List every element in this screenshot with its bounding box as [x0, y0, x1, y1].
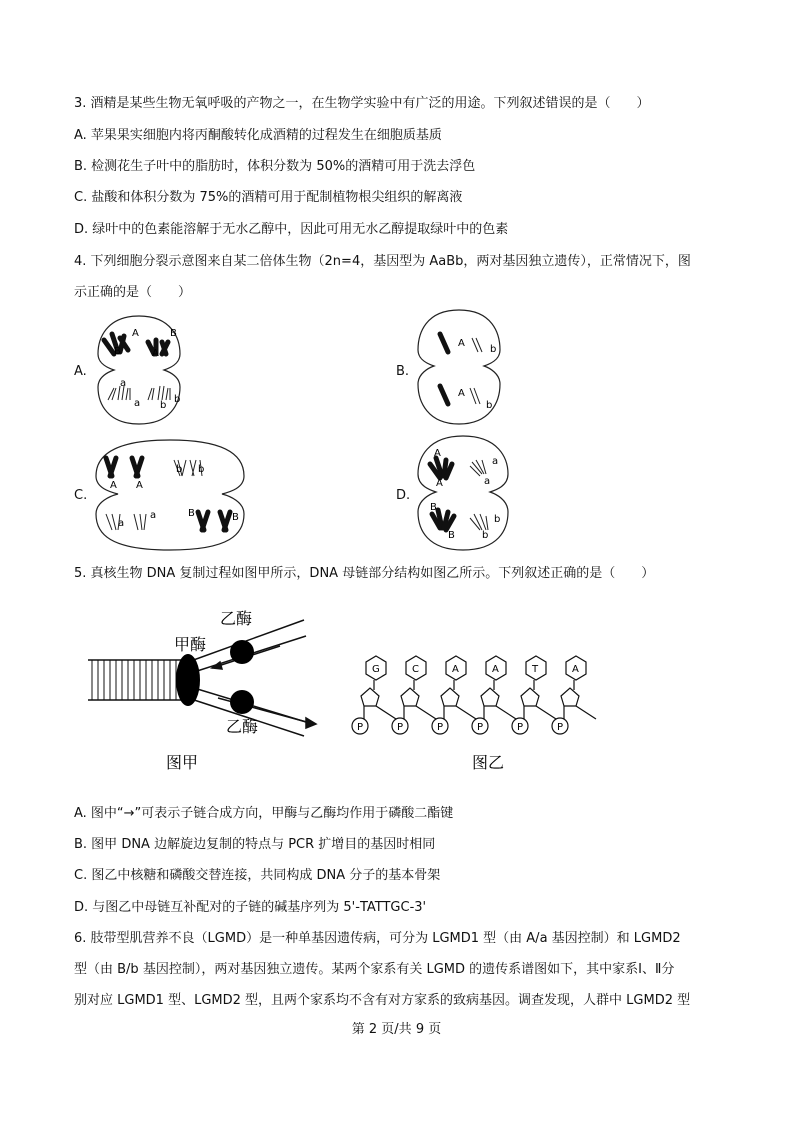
cell-diagram-d	[412, 434, 514, 552]
sugar-ring	[561, 688, 579, 706]
q4-stem-line2: 示正确的是（ ）	[74, 285, 192, 300]
sugar-ring	[481, 688, 499, 706]
svg-text:b: b	[482, 530, 489, 541]
q4-label-a: A.	[74, 364, 87, 379]
sugar-ring	[441, 688, 459, 706]
q5-option-c: C. 图乙中核糖和磷酸交替连接，共同构成 DNA 分子的基本骨架	[74, 868, 441, 883]
backbone-bond	[496, 706, 516, 719]
sugar-ring	[401, 688, 419, 706]
svg-text:B: B	[232, 512, 239, 523]
q6-line2: 型（由 B/b 基因控制），两对基因独立遗传。某两个家系有关 LGMD 的遗传系谱图如下，其中家系Ⅰ、Ⅱ分	[74, 962, 675, 977]
phosphate-label: P	[397, 722, 404, 733]
phosphate-label: P	[557, 722, 564, 733]
enzyme-yi-label-top: 乙酶	[220, 609, 253, 628]
enzyme-yi-top	[230, 640, 254, 664]
svg-text:a: a	[134, 398, 141, 409]
phosphate-label: P	[357, 722, 364, 733]
sugar-ring	[361, 688, 379, 706]
figure-yi-dna-strand	[342, 644, 602, 774]
q4-label-c: C.	[74, 488, 88, 503]
svg-text:B: B	[430, 502, 437, 513]
base-label: A	[572, 664, 579, 675]
svg-text:B: B	[170, 328, 177, 339]
phosphate-label: P	[517, 722, 524, 733]
svg-text:a: a	[150, 510, 157, 521]
q5-stem: 5. 真核生物 DNA 复制过程如图甲所示，DNA 母链部分结构如图乙所示。下列叙述正确的是（ ）	[74, 566, 655, 581]
q5-option-d: D. 与图乙中母链互补配对的子链的碱基序列为 5'-TATTGC-3'	[74, 900, 427, 915]
svg-text:A: A	[434, 448, 441, 459]
svg-text:B: B	[188, 508, 195, 519]
svg-text:A: A	[136, 480, 143, 491]
q3-option-a: A. 苹果果实细胞内将丙酮酸转化成酒精的过程发生在细胞质基质	[74, 128, 442, 143]
svg-text:b: b	[486, 400, 493, 411]
svg-text:a: a	[118, 518, 125, 529]
phosphate-label: P	[477, 722, 484, 733]
q3-option-b: B. 检测花生子叶中的脂肪时，体积分数为 50%的酒精可用于洗去浮色	[74, 159, 476, 174]
phosphate-label: P	[437, 722, 444, 733]
svg-text:b: b	[176, 464, 183, 475]
backbone-bond	[376, 706, 396, 719]
cell-diagram-a	[90, 314, 188, 426]
base-label: G	[372, 664, 380, 675]
svg-text:B: B	[114, 346, 121, 357]
svg-text:b: b	[160, 400, 167, 411]
q6-line3: 别对应 LGMD1 型、LGMD2 型，且两个家系均不含有对方家系的致病基因。调查发现，人群中 LGMD2 型	[74, 993, 691, 1008]
enzyme-jia-label: 甲酶	[174, 635, 207, 654]
cell-diagram-c	[90, 438, 250, 552]
svg-text:A: A	[436, 478, 443, 489]
enzyme-yi-label-bottom: 乙酶	[226, 717, 259, 736]
figure-jia-caption: 图甲	[166, 753, 199, 772]
backbone-bond	[536, 706, 556, 719]
svg-text:A: A	[132, 328, 139, 339]
q3-option-d: D. 绿叶中的色素能溶解于无水乙醇中，因此可用无水乙醇提取绿叶中的色素	[74, 222, 509, 237]
svg-text:B: B	[448, 530, 455, 541]
svg-text:A: A	[458, 338, 465, 349]
cell-diagram-b	[412, 308, 506, 426]
q4-stem-line1: 4. 下列细胞分裂示意图来自某二倍体生物（2n=4，基因型为 AaBb，两对基因独立遗传），正常情况下，图	[74, 254, 691, 269]
svg-text:b: b	[174, 394, 181, 405]
svg-text:b: b	[198, 464, 205, 475]
backbone-bond	[576, 706, 596, 719]
svg-text:A: A	[152, 348, 159, 359]
q3-option-c: C. 盐酸和体积分数为 75%的酒精可用于配制植物根尖组织的解离液	[74, 190, 463, 205]
svg-text:a: a	[492, 456, 499, 467]
q4-label-d: D.	[396, 488, 411, 503]
q6-line1: 6. 肢带型肌营养不良（LGMD）是一种单基因遗传病，可分为 LGMD1 型（由 A/a 基因控制）和 LGMD2	[74, 931, 681, 946]
backbone-bond	[456, 706, 476, 719]
svg-text:b: b	[494, 514, 501, 525]
base-label: A	[452, 664, 459, 675]
q5-option-b: B. 图甲 DNA 边解旋边复制的特点与 PCR 扩增目的基因时相同	[74, 837, 436, 852]
page-footer: 第 2 页/共 9 页	[351, 1022, 442, 1037]
enzyme-yi-bottom	[230, 690, 254, 714]
svg-text:a: a	[120, 378, 127, 389]
enzyme-jia	[176, 654, 200, 706]
sugar-ring	[521, 688, 539, 706]
svg-text:A: A	[110, 480, 117, 491]
svg-text:A: A	[458, 388, 465, 399]
svg-text:a: a	[484, 476, 491, 487]
figure-yi-caption: 图乙	[472, 753, 505, 772]
q4-label-b: B.	[396, 364, 410, 379]
backbone-bond	[416, 706, 436, 719]
q3-stem: 3. 酒精是某些生物无氧呼吸的产物之一，在生物学实验中有广泛的用途。下列叙述错误的是（ ）	[74, 96, 650, 111]
q5-option-a: A. 图中“→”可表示子链合成方向，甲酶与乙酶均作用于磷酸二酯键	[74, 806, 454, 821]
base-label: C	[412, 664, 419, 675]
dna-double-helix	[88, 660, 184, 700]
base-label: T	[532, 664, 539, 675]
svg-text:b: b	[490, 344, 497, 355]
base-label: A	[492, 664, 499, 675]
figure-jia-dna-replication	[84, 606, 334, 776]
